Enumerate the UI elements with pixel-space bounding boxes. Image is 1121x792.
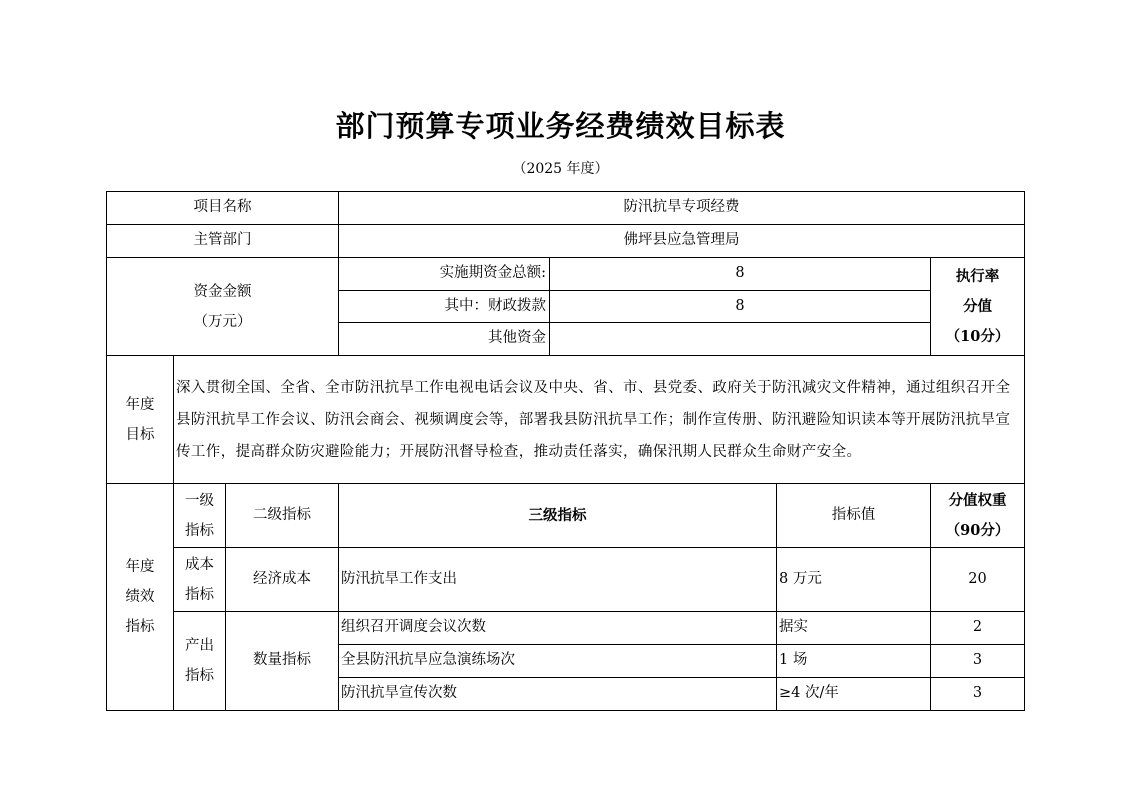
project-name-value: 防汛抗旱专项经费 xyxy=(339,192,1025,225)
page-subtitle: （2025 年度） xyxy=(512,161,609,177)
row-project-name xyxy=(107,192,1025,225)
other-funds-value xyxy=(550,323,931,356)
cost-level2: 经济成本 xyxy=(226,548,339,612)
output-level1 xyxy=(174,612,226,711)
table-row xyxy=(107,612,1025,645)
output-level1-line2: 指标 xyxy=(185,668,214,684)
output-level1-line1: 产出 xyxy=(185,638,214,654)
row-department xyxy=(107,225,1025,258)
row-indicator-header xyxy=(107,484,1025,548)
funds-total-label: 实施期资金总额: xyxy=(339,258,550,291)
fiscal-value: 8 xyxy=(550,291,931,323)
performance-table xyxy=(106,191,1025,711)
header-level3: 三级指标 xyxy=(339,484,777,548)
cost-level1-line2: 指标 xyxy=(185,586,214,603)
header-weight-line1: 分值权重 xyxy=(948,491,1007,509)
department-label: 主管部门 xyxy=(107,225,339,258)
annual-goal-label xyxy=(107,356,174,484)
section-label-line2: 绩效 xyxy=(125,589,155,605)
output-score-2: 3 xyxy=(931,645,1025,678)
funds-label-line1: 资金金额 xyxy=(193,283,252,300)
output-value-3: ≥4 次/年 xyxy=(777,678,931,711)
output-value-1: 据实 xyxy=(777,612,931,645)
output-score-3: 3 xyxy=(931,678,1025,711)
department-value: 佛坪县应急管理局 xyxy=(339,225,1025,258)
annual-goal-text: 深入贯彻全国、全省、全市防汛抗旱工作电视电话会议及中央、省、市、县党委、政府关于防汛减灾文件精神，通过组织召开全县防汛抗旱工作会议、防汛会商会、视频调度会等，部署我县防汛抗旱工作；制作宣传册、防汛避险知识读本等开展防汛抗旱宣传工作，提高群众防灾避险能力；开展防汛督导检查，推动责任落实，确保汛期人民群众生命财产安全。 xyxy=(174,356,1025,484)
funds-label xyxy=(107,258,339,356)
cost-value: 8 万元 xyxy=(777,548,931,612)
score-line2: 分值 xyxy=(963,297,992,315)
output-value-2: 1 场 xyxy=(777,645,931,678)
score-line3: （10分） xyxy=(945,327,1010,345)
table-row xyxy=(107,548,1025,612)
output-level3-1: 组织召开调度会议次数 xyxy=(339,612,777,645)
goal-label-line1: 年度 xyxy=(125,396,155,413)
project-name-label: 项目名称 xyxy=(107,192,339,225)
other-funds-label: 其他资金 xyxy=(339,323,550,356)
output-level2: 数量指标 xyxy=(226,612,339,711)
header-level1 xyxy=(174,484,226,548)
row-funds-total xyxy=(107,258,1025,291)
funds-total-value: 8 xyxy=(550,258,931,291)
header-weight-line2: （90分） xyxy=(945,521,1010,539)
header-level2: 二级指标 xyxy=(226,484,339,548)
cost-score: 20 xyxy=(931,548,1025,612)
funds-label-line2: （万元） xyxy=(193,313,252,330)
header-value: 指标值 xyxy=(777,484,931,548)
goal-label-line2: 目标 xyxy=(125,426,155,443)
page-title: 部门预算专项业务经费绩效目标表 xyxy=(335,109,786,143)
header-level1-line1: 一级 xyxy=(185,492,214,509)
row-annual-goal xyxy=(107,356,1025,484)
score-line1: 执行率 xyxy=(955,267,1000,285)
cost-level1 xyxy=(174,548,226,612)
fiscal-label: 其中：财政拨款 xyxy=(339,291,550,323)
cost-level1-line1: 成本 xyxy=(185,556,214,573)
header-weight xyxy=(931,484,1025,548)
section-label-line1: 年度 xyxy=(125,559,155,575)
indicator-section-label xyxy=(107,484,174,711)
header-level1-line2: 指标 xyxy=(185,522,214,539)
output-level3-2: 全县防汛抗旱应急演练场次 xyxy=(339,645,777,678)
cost-level3: 防汛抗旱工作支出 xyxy=(339,548,777,612)
output-score-1: 2 xyxy=(931,612,1025,645)
section-label-line3: 指标 xyxy=(125,619,155,635)
execution-rate-score xyxy=(931,258,1025,356)
output-level3-3: 防汛抗旱宣传次数 xyxy=(339,678,777,711)
